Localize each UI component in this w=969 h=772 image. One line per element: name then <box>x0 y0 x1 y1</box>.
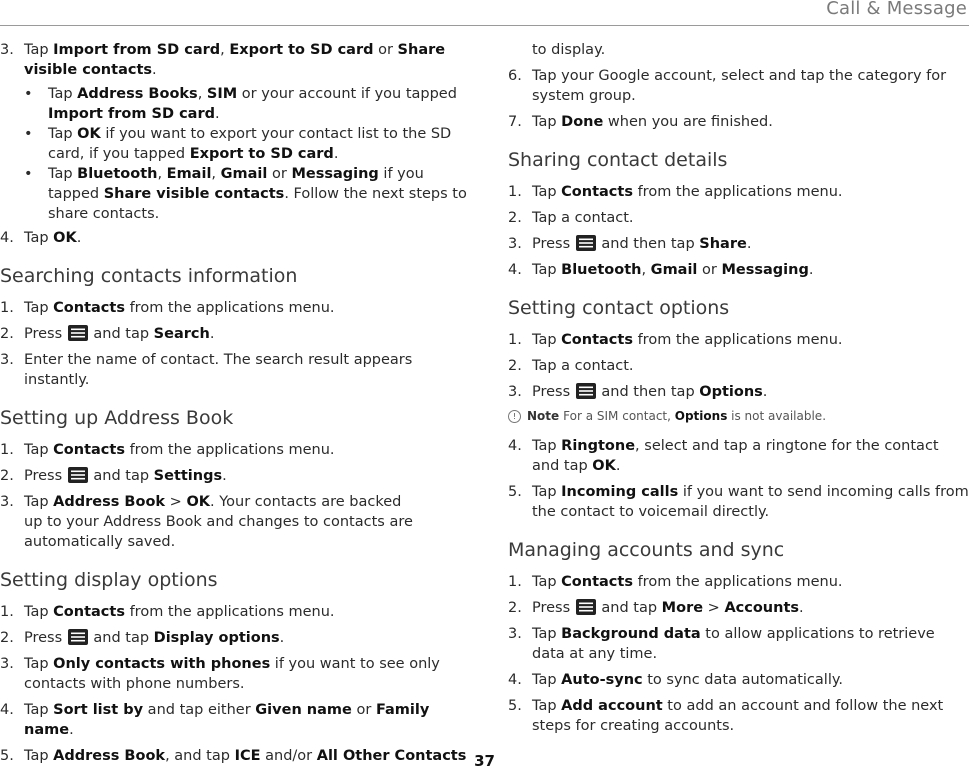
note <box>508 408 969 424</box>
info-icon: ! <box>508 410 521 423</box>
step-share-options <box>0 40 468 80</box>
step: 7. Tap Done when you are finished. <box>508 114 773 130</box>
note-label: Note <box>527 409 560 423</box>
step: 4. Tap Ringtone, select and tap a ringtone for the contact and tap OK. <box>508 438 939 474</box>
step: 1. Tap Contacts from the applications menu. <box>0 442 335 458</box>
step: 2. Press and tap Settings. <box>0 468 227 484</box>
step: 1. Tap Contacts from the applications menu. <box>0 300 335 316</box>
right-column <box>508 40 969 742</box>
bullet-item: • Tap Address Books, SIM or your account if you tapped Import from SD card. <box>24 86 457 122</box>
step: 1. Tap Contacts from the applications menu. <box>508 574 843 590</box>
step-text: Tap Import from SD card, Export to SD card or Share visible contacts. <box>24 42 446 78</box>
step: 2. Press and tap Search. <box>0 326 215 342</box>
bullet-item: • Tap OK if you want to export your contact list to the SD card, if you tapped Export to SD card. <box>24 126 452 162</box>
menu-icon <box>68 325 88 341</box>
bullet-list <box>0 84 468 224</box>
step: 5. Tap Incoming calls if you want to send incoming calls from the contact to voicemail directly. <box>508 484 969 520</box>
running-header-title: Call & Message <box>826 0 967 19</box>
step: 1. Tap Contacts from the applications menu. <box>0 604 335 620</box>
menu-icon <box>68 467 88 483</box>
step: 1. Tap Contacts from the applications menu. <box>508 184 843 200</box>
section-heading-display: Setting display options <box>0 569 218 591</box>
menu-icon <box>576 599 596 615</box>
section-heading-address-book: Setting up Address Book <box>0 407 234 429</box>
step: 2. Press and tap More > Accounts. <box>508 600 804 616</box>
step: 3. Tap Only contacts with phones if you want to see only contacts with phone numbers. <box>0 656 440 692</box>
step: 3. Tap Background data to allow applications to retrieve data at any time. <box>508 626 935 662</box>
step: 4. Tap Auto-sync to sync data automatically. <box>508 672 843 688</box>
step: 4. Tap Sort list by and tap either Given name or Family name. <box>0 702 430 738</box>
step: 3. Enter the name of contact. The search result appears instantly. <box>0 352 413 388</box>
note-text: For a SIM contact, Options is not available. <box>563 409 827 423</box>
section-heading-contact-options: Setting contact options <box>508 297 730 319</box>
step: 2. Tap a contact. <box>508 210 634 226</box>
step: 4. Tap Bluetooth, Gmail or Messaging. <box>508 262 814 278</box>
page-number: 37 <box>474 752 495 770</box>
continued-text: to display. <box>532 42 606 58</box>
section-heading-sharing: Sharing contact details <box>508 149 728 171</box>
step: 3. Press and then tap Options. <box>508 384 768 400</box>
menu-icon <box>68 629 88 645</box>
step-number: 3. <box>0 42 14 58</box>
menu-icon <box>576 235 596 251</box>
step: 6. Tap your Google account, select and tap the category for system group. <box>508 68 947 104</box>
step: 5. Tap Add account to add an account and follow the next steps for creating accounts. <box>508 698 944 734</box>
bullet-item: • Tap Bluetooth, Email, Gmail or Messaging if you tapped Share visible contacts. Follow the next steps to share contacts. <box>24 166 467 222</box>
section-heading-searching: Searching contacts information <box>0 265 298 287</box>
step: 2. Tap a contact. <box>508 358 634 374</box>
step: 5. Tap Address Book, and tap ICE and/or All Other Contacts <box>0 748 467 764</box>
left-column <box>0 40 468 772</box>
step-tap-ok: 4. Tap OK. <box>0 230 82 246</box>
section-heading-accounts-sync: Managing accounts and sync <box>508 539 785 561</box>
step: 3. Press and then tap Share. <box>508 236 752 252</box>
header-divider <box>0 25 969 26</box>
step: 2. Press and tap Display options. <box>0 630 285 646</box>
menu-icon <box>576 383 596 399</box>
step: 3. Tap Address Book > OK. Your contacts are backed up to your Address Book and changes to contacts are automatically saved. <box>0 494 413 550</box>
step: 1. Tap Contacts from the applications menu. <box>508 332 843 348</box>
